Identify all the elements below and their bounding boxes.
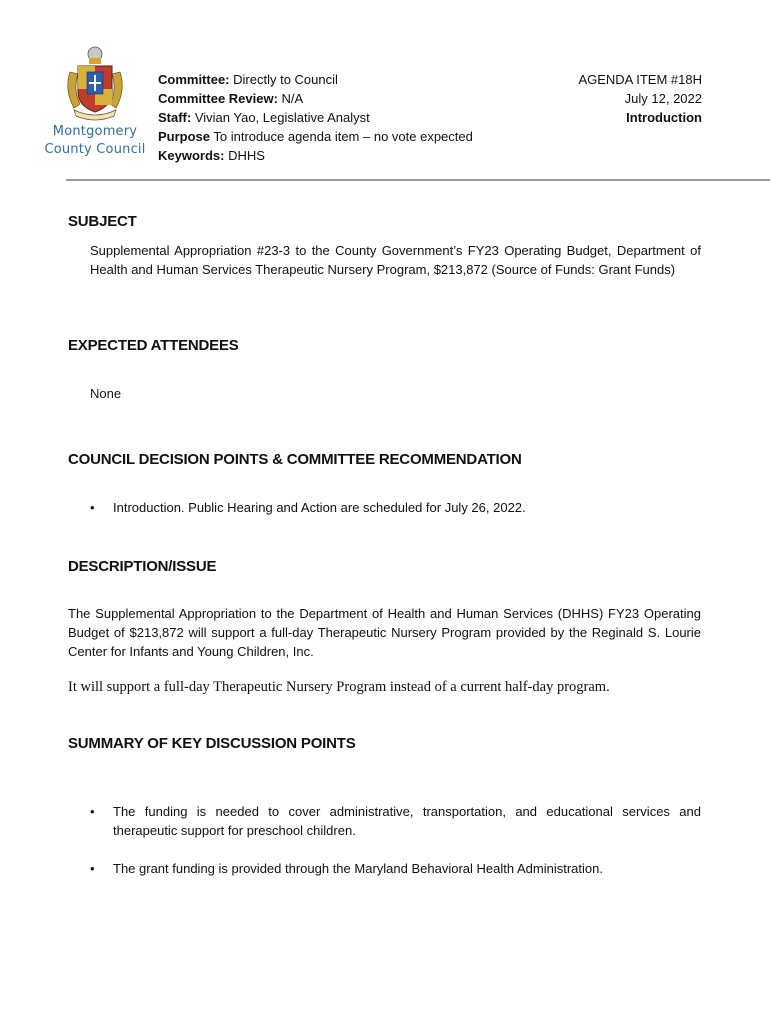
- list-item: [68, 498, 701, 517]
- keywords-line: [158, 146, 473, 165]
- subject-heading: SUBJECT: [68, 213, 137, 230]
- summary-list: [68, 802, 701, 878]
- county-council-logo: [40, 42, 150, 158]
- decision-heading: COUNCIL DECISION POINTS & COMMITTEE RECOMMENDATION: [68, 451, 522, 468]
- committee-label: Committee:: [158, 72, 230, 87]
- list-item: [68, 802, 701, 840]
- attendees-text: None: [90, 386, 122, 401]
- logo-text-line1: Montgomery: [52, 124, 138, 139]
- summary-item-text: The funding is needed to cover administrative, transportation, and educational services and therapeutic support for preschool children.: [113, 804, 701, 838]
- bullet-icon: •: [90, 861, 95, 876]
- decision-item-text: Introduction. Public Hearing and Action are scheduled for July 26, 2022.: [113, 500, 526, 515]
- summary-item-text: The grant funding is provided through the Maryland Behavioral Health Administration.: [113, 861, 603, 876]
- header-divider: [66, 179, 770, 181]
- purpose-value: To introduce agenda item – no vote expected: [213, 129, 473, 144]
- summary-heading: SUMMARY OF KEY DISCUSSION POINTS: [68, 735, 356, 752]
- keywords-label: Keywords:: [158, 148, 225, 163]
- purpose-line: [158, 127, 473, 146]
- description-paragraph-1: The Supplemental Appropriation to the Department of Health and Human Services (DHHS) FY23 Operating Budget of $213,872 will support a full-day Therapeutic Nursery Program provided by the Reginald S. Lourie Center for Infants and Young Children, Inc.: [68, 606, 701, 659]
- list-item: [68, 859, 701, 878]
- committee-review-label: Committee Review:: [158, 91, 278, 106]
- bullet-icon: •: [90, 500, 95, 515]
- committee-value: Directly to Council: [233, 72, 338, 87]
- committee-review-line: [158, 89, 473, 108]
- agenda-item-number: AGENDA ITEM #18H: [578, 72, 702, 87]
- description-heading: DESCRIPTION/ISSUE: [68, 558, 217, 575]
- meta-block: [158, 70, 473, 165]
- staff-value: Vivian Yao, Legislative Analyst: [194, 110, 370, 125]
- decision-list: [68, 498, 701, 517]
- subject-text: Supplemental Appropriation #23-3 to the County Government’s FY23 Operating Budget, Department of Health and Human Services Therapeutic Nursery Program, $213,872 (Source of Funds: Grant Funds): [90, 243, 701, 277]
- attendees-heading: EXPECTED ATTENDEES: [68, 337, 239, 354]
- bullet-icon: •: [90, 804, 95, 819]
- committee-line: [158, 70, 473, 89]
- county-seal-icon: [60, 42, 130, 122]
- agenda-date: July 12, 2022: [624, 91, 702, 106]
- purpose-label: Purpose: [158, 129, 211, 144]
- agenda-info: [578, 70, 702, 127]
- description-paragraph-2: It will support a full-day Therapeutic Nursery Program instead of a current half-day program.: [68, 679, 610, 695]
- staff-label: Staff:: [158, 110, 192, 125]
- committee-review-value: N/A: [281, 91, 304, 106]
- agenda-type: Introduction: [626, 110, 702, 125]
- staff-line: [158, 108, 473, 127]
- logo-text-line2: County Council: [44, 142, 146, 157]
- keywords-value: DHHS: [228, 148, 265, 163]
